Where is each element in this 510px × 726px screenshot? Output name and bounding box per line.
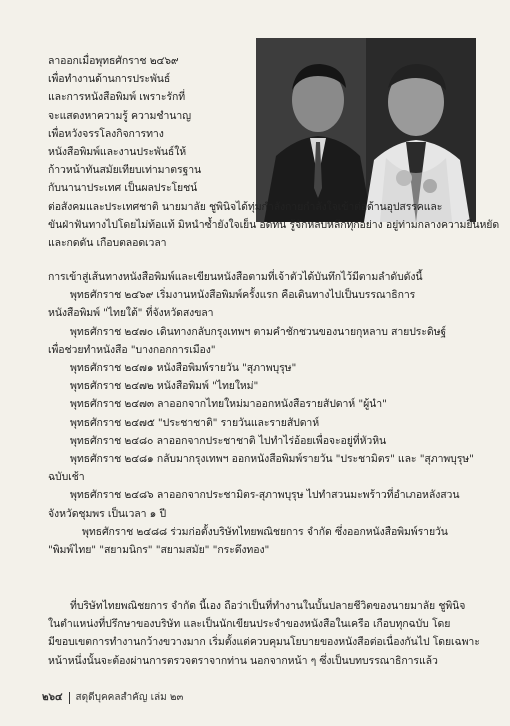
wrapped-text-column <box>48 52 248 198</box>
text-line: พุทธศักราช ๒๔๘๖ ลาออกจากประชามิตร-สุภาพบุรุษ ไปทำสวนมะพร้าวที่อำเภอหลังสวน <box>70 489 460 502</box>
text-line: และการหนังสือพิมพ์ เพราะรักที่ <box>48 91 186 104</box>
text-line: หน้าหนึ่งนั้นจะต้องผ่านการตรวจตราจากท่าน นอกจากหน้า ๆ ซึ่งเป็นบทบรรณาธิการแล้ว <box>48 654 438 667</box>
page-footer <box>42 690 183 705</box>
closing-lines <box>48 597 480 670</box>
text-line: ก้าวหน้าทันสมัยเทียบเท่ามาตรฐาน <box>48 164 202 177</box>
intro-line: การเข้าสู่เส้นทางหนังสือพิมพ์และเขียนหนังสือตามที่เจ้าตัวได้บันทึกไว้มีตามลำดับดังนี้ <box>48 271 423 283</box>
text-line: ในตำแหน่งที่ปรึกษาของบริษัท และเป็นนักเขียนประจำของหนังสือในเครือ เกือบทุกฉบับ โดย <box>48 618 451 631</box>
text-line: พุทธศักราช ๒๔๗๓ ลาออกจากไทยใหม่มาออกหนังสือรายสัปดาห์ "ผู้นำ" <box>70 398 387 411</box>
text-line: หนังสือพิมพ์และงานประพันธ์ให้ <box>48 146 187 159</box>
timeline-entries <box>48 286 472 559</box>
text-line: พุทธศักราช ๒๔๗๕ "ประชาชาติ" รายวันและรายสัปดาห์ <box>70 416 320 429</box>
footer-divider <box>69 692 70 704</box>
paragraph-continuation <box>48 198 500 253</box>
career-timeline <box>48 268 472 559</box>
page-number: ๒๖๔ <box>42 692 63 703</box>
text-line: พุทธศักราช ๒๔๘๑ กลับมากรุงเทพฯ ออกหนังสือพิมพ์รายวัน "ประชามิตร" และ "สุภาพบุรุษ" <box>70 453 474 466</box>
text-line: "พิมพ์ไทย" "สยามนิกร" "สยามสมัย" "กระดึงทอง" <box>48 544 270 557</box>
text-line: พุทธศักราช ๒๔๖๙ เริ่มงานหนังสือพิมพ์ครั้งแรก คือเดินทางไปเป็นบรรณาธิการ <box>70 289 416 302</box>
text-line: ที่บริษัทไทยพณิชยการ จำกัด นี้เอง ถือว่าเป็นที่ทำงานในบั้นปลายชีวิตของนายมาลัย ชูพินิจ <box>70 600 466 612</box>
two-men-portrait-image <box>256 38 476 222</box>
text-line: เพื่อหวังจรรโลงกิจการทาง <box>48 127 164 140</box>
text-line: พุทธศักราช ๒๔๗๐ เดินทางกลับกรุงเทพฯ ตามคำชักชวนของนายกุหลาบ สายประดิษฐ์ <box>70 325 447 338</box>
text-line: พุทธศักราช ๒๔๘๐ ลาออกจากประชาชาติ ไปทำไร่อ้อยเพื่อจะอยู่ที่หัวหิน <box>70 434 387 447</box>
text-line: มีขอบเขตการทำงานกว้างขวางมาก เริ่มตั้งแต่ควบคุมนโยบายของหนังสือต่อเนื่องกันไป โดยเฉพาะ <box>48 636 480 649</box>
text-line: จังหวัดชุมพร เป็นเวลา ๑ ปี <box>48 507 167 520</box>
text-line: ลาออกเมื่อพุทธศักราช ๒๔๖๙ <box>48 55 179 67</box>
closing-paragraph <box>48 597 480 670</box>
text-line: และกดดัน เกือบตลอดเวลา <box>48 237 167 250</box>
text-line: พุทธศักราช ๒๔๗๒ หนังสือพิมพ์ "ไทยใหม่" <box>70 380 259 393</box>
text-line: พุทธศักราช ๒๔๗๑ หนังสือพิมพ์รายวัน "สุภาพบุรุษ" <box>70 362 297 375</box>
text-line: จะแสดงหาความรู้ ความชำนาญ <box>48 109 192 122</box>
portrait-photo <box>256 38 476 222</box>
text-line: เพื่อทำงานด้านการประพันธ์ <box>48 73 171 86</box>
text-line: หนังสือพิมพ์ "ไทยใต้" ที่จังหวัดสงขลา <box>48 307 214 320</box>
text-line: ขันฝ่าฟันทางไปโดยไม่ท้อแท้ มิหนำซ้ำยังใจเย็น อดทน รู้จักหลบหลีกทุกอย่าง อยู่ท่ามกลางความยืนหยัด <box>48 219 500 232</box>
book-title: สดุดีบุคคลสำคัญ เล่ม ๒๓ <box>75 692 184 703</box>
text-line: พุทธศักราช ๒๔๘๘ ร่วมก่อตั้งบริษัทไทยพณิชยการ จำกัด ซึ่งออกหนังสือพิมพ์รายวัน <box>82 525 448 538</box>
text-line: เพื่อช่วยทำหนังสือ "บางกอกการเมือง" <box>48 343 216 356</box>
text-line: ต่อสังคมและประเทศชาติ นายมาลัย ชูพินิจได้ทุ่มกำลังกายกำลังใจเข้าต่อด้านอุปสรรคและ <box>48 201 443 213</box>
text-line: กับนานาประเทศ เป็นผลประโยชน์ <box>48 182 198 195</box>
text-line: ฉบับเช้า <box>48 471 85 484</box>
